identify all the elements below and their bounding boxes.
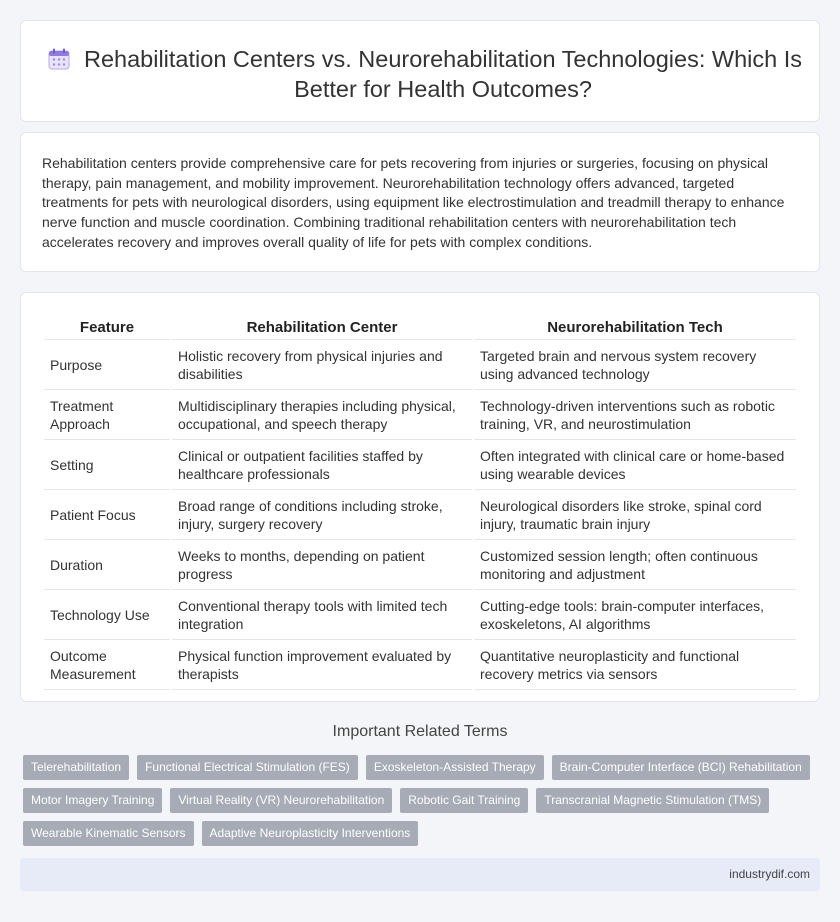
- table-row: [44, 640, 796, 690]
- table-header-row: [44, 314, 796, 340]
- row-feature: Outcome Measurement: [44, 640, 170, 690]
- related-term-tag[interactable]: Functional Electrical Stimulation (FES): [137, 755, 358, 780]
- related-term-tag[interactable]: Telerehabilitation: [23, 755, 129, 780]
- page-title: Rehabilitation Centers vs. Neurorehabilitation Technologies: Which Is Better for Health Outcomes?: [83, 46, 802, 102]
- related-terms-heading: Important Related Terms: [332, 723, 508, 740]
- footer: [20, 858, 820, 891]
- row-neuro-value: Customized session length; often continuous monitoring and adjustment: [474, 540, 796, 590]
- related-term-tag[interactable]: Robotic Gait Training: [400, 788, 528, 813]
- header-neurorehabilitation-tech: Neurorehabilitation Tech: [474, 314, 796, 340]
- title-card: [20, 20, 820, 122]
- table-row: [44, 440, 796, 490]
- footer-site-link[interactable]: industrydif.com: [729, 867, 810, 881]
- related-terms-list: [23, 755, 813, 846]
- related-term-tag[interactable]: Virtual Reality (VR) Neurorehabilitation: [170, 788, 392, 813]
- row-neuro-value: Targeted brain and nervous system recovery using advanced technology: [474, 340, 796, 390]
- comparison-table: [42, 314, 798, 690]
- calendar-icon: [48, 48, 70, 70]
- header-rehabilitation-center: Rehabilitation Center: [172, 314, 472, 340]
- row-neuro-value: Neurological disorders like stroke, spinal cord injury, traumatic brain injury: [474, 490, 796, 540]
- row-rehab-value: Weeks to months, depending on patient progress: [172, 540, 472, 590]
- row-feature: Duration: [44, 540, 170, 590]
- related-term-tag[interactable]: Adaptive Neuroplasticity Interventions: [202, 821, 419, 846]
- table-row: [44, 340, 796, 390]
- row-rehab-value: Clinical or outpatient facilities staffed by healthcare professionals: [172, 440, 472, 490]
- row-rehab-value: Physical function improvement evaluated by therapists: [172, 640, 472, 690]
- row-rehab-value: Multidisciplinary therapies including physical, occupational, and speech therapy: [172, 390, 472, 440]
- row-feature: Setting: [44, 440, 170, 490]
- table-row: [44, 540, 796, 590]
- row-feature: Patient Focus: [44, 490, 170, 540]
- intro-card: [20, 132, 820, 272]
- row-neuro-value: Quantitative neuroplasticity and functional recovery metrics via sensors: [474, 640, 796, 690]
- intro-paragraph: Rehabilitation centers provide comprehensive care for pets recovering from injuries or surgeries, focusing on physical therapy, pain management, and mobility improvement. Neurorehabilitation technology offers advanced, targeted treatments for pets with neurological disorders, using equipment like electrostimulation and treadmill therapy to enhance nerve function and muscle coordination. Combining traditional rehabilitation centers with neurorehabilitation tech accelerates recovery and improves overall quality of life for pets with complex conditions.: [42, 155, 785, 250]
- row-feature: Technology Use: [44, 590, 170, 640]
- related-term-tag[interactable]: Brain-Computer Interface (BCI) Rehabilitation: [552, 755, 810, 780]
- row-rehab-value: Broad range of conditions including stroke, injury, surgery recovery: [172, 490, 472, 540]
- row-feature: Purpose: [44, 340, 170, 390]
- row-neuro-value: Often integrated with clinical care or home-based using wearable devices: [474, 440, 796, 490]
- related-term-tag[interactable]: Motor Imagery Training: [23, 788, 162, 813]
- related-term-tag[interactable]: Exoskeleton-Assisted Therapy: [366, 755, 544, 780]
- table-row: [44, 490, 796, 540]
- related-term-tag[interactable]: Transcranial Magnetic Stimulation (TMS): [536, 788, 769, 813]
- header-feature: Feature: [44, 314, 170, 340]
- row-rehab-value: Holistic recovery from physical injuries and disabilities: [172, 340, 472, 390]
- row-feature: Treatment Approach: [44, 390, 170, 440]
- related-term-tag[interactable]: Wearable Kinematic Sensors: [23, 821, 194, 846]
- table-row: [44, 390, 796, 440]
- comparison-card: [20, 292, 820, 702]
- row-neuro-value: Cutting-edge tools: brain-computer interfaces, exoskeletons, AI algorithms: [474, 590, 796, 640]
- row-neuro-value: Technology-driven interventions such as robotic training, VR, and neurostimulation: [474, 390, 796, 440]
- table-row: [44, 590, 796, 640]
- row-rehab-value: Conventional therapy tools with limited tech integration: [172, 590, 472, 640]
